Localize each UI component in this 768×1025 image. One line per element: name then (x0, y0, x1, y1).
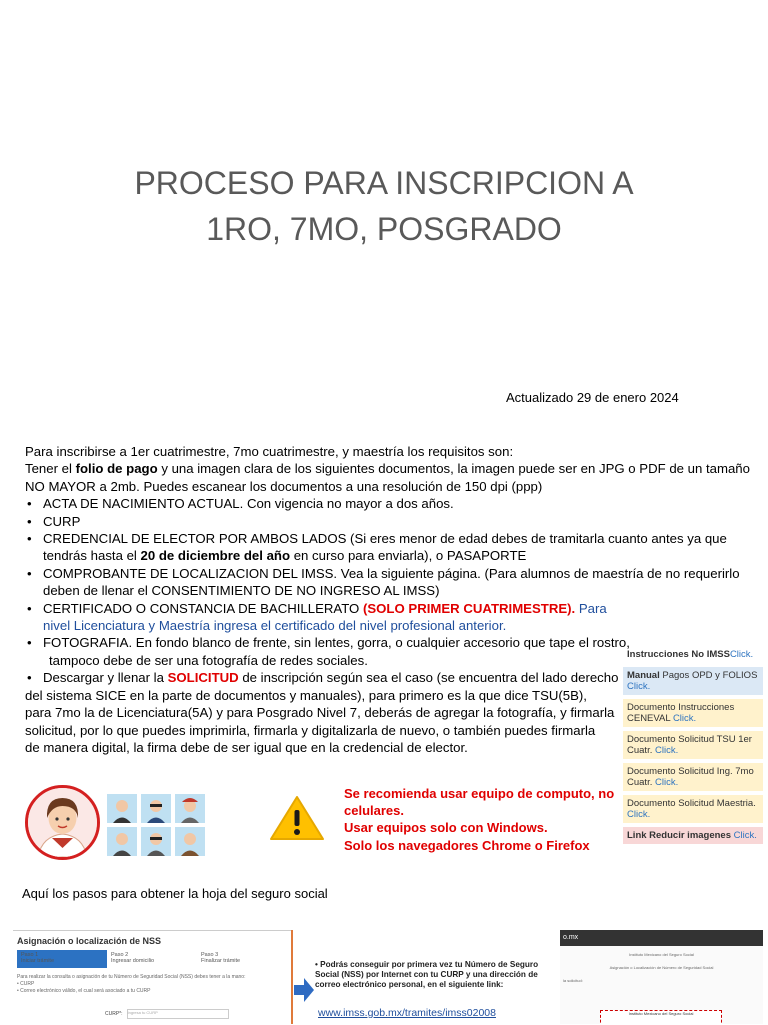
doc-link-ceneval[interactable]: Documento Instrucciones CENEVAL Click. (623, 699, 763, 727)
list-item: • Descargar y llenar la SOLICITUD de inscripción según sea el caso (se encuentra del lado derecho (27, 670, 619, 686)
doc-link-solicitud-maestria[interactable]: Documento Solicitud Maestria. Click. (623, 795, 763, 823)
doc-link-reducir-imagenes[interactable]: Link Reducir imagenes Click. (623, 827, 763, 844)
woman-avatar-icon (28, 788, 97, 857)
list-item: • CERTIFICADO O CONSTANCIA DE BACHILLERATO (SOLO PRIMER CUATRIMESTRE). Para nivel Licenciatura y Maestría ingresa el certificado del nivel profesional anterior. (27, 600, 607, 634)
doc-link-instrucciones-no-imss[interactable]: Instrucciones No IMSSClick. (627, 649, 754, 660)
requirements-intro: Para inscribirse a 1er cuatrimestre, 7mo cuatrimestre, y maestría los requisitos son: (25, 444, 514, 459)
solicitud-line-f: de manera digital, la firma debe de ser igual que en la credencial de elector. (25, 739, 468, 755)
list-item: • ACTA DE NACIMIENTO ACTUAL. Con vigencia no mayor a dos años. (27, 496, 454, 512)
list-item: • CREDENCIAL DE ELECTOR POR AMBOS LADOS (Si eres menor de edad debes de tramitarla cuanto antes ya que tendrás hasta el 20 de diciembre del año en curso para enviarla), o PASAPORTE (27, 531, 727, 564)
doc-link-manual-pagos[interactable]: Manual Pagos OPD y FOLIOS Click. (623, 667, 763, 695)
list-item: • FOTOGRAFIA. En fondo blanco de frente, sin lentes, gorra, o cualquier accesorio que tape el rostro, tampoco debe de ser una fotografía de redes sociales. (27, 635, 630, 668)
solicitud-line-c: del sistema SICE en la parte de documentos y manuales), para primero es la que dice TSU(5B), (25, 687, 587, 703)
title-line-2: 1RO, 7MO, POSGRADO (206, 211, 562, 247)
step-bar: Paso 1 Iniciar trámite Paso 2 Ingresar domicilio Paso 3 Finalizar trámite (17, 950, 287, 968)
doc-link-solicitud-ing[interactable]: Documento Solicitud Ing. 7mo Cuatr. Click. (623, 763, 763, 791)
imss-link[interactable]: www.imss.gob.mx/tramites/imss02008 (318, 1007, 496, 1019)
page-title (0, 160, 768, 252)
avatar-photo-example (25, 785, 100, 860)
curp-input: Ingresa tu CURP (127, 1009, 229, 1019)
solicitud-line-d: para 7mo la de Licenciatura(5A) y para Posgrado Nivel 7, deberás de agregar la fotografía, y firmarla (25, 705, 615, 721)
arrow-right-icon (293, 975, 315, 1005)
list-item: • COMPROBANTE DE LOCALIZACION DEL IMSS. Vea la siguiente página. (Para alumnos de maestría de no requerirlo deben de llenar el CONSENTIMIENTO DE NO INGRESO AL IMSS) (27, 565, 740, 599)
list-item: • CURP (27, 513, 81, 529)
warning-icon (268, 794, 326, 842)
requirements-format: Tener el folio de pago y una imagen clara de los siguientes documentos, la imagen puede ser en JPG o PDF de un tamaño NO MAYOR a 2mb. Puedes escanear los documentos a una resolución de 150 dpi (ppp) (25, 461, 750, 494)
documents-sidebar (623, 646, 763, 848)
title-line-1: PROCESO PARA INSCRIPCION A (134, 165, 634, 201)
photo-examples-icon (107, 794, 207, 856)
imss-result-screenshot: o.mx Instituto Mexicano del Seguro Social Asignación o Localización de Número de Seguridad Social la solicitud: Instituto Mexicano del Seguro Social (560, 930, 763, 1024)
warning-text: Se recomienda usar equipo de computo, no celulares. Usar equipos solo con Windows. Solo los navegadores Chrome o Firefox (344, 786, 615, 853)
nss-form-screenshot: Asignación o localización de NSS Paso 1 Iniciar trámite Paso 2 Ingresar domicilio Paso 3 Finalizar trámite Para realizar la consulta o asignación de tu Número de Seguridad Social (NSS) debes tener a la mano: • CURP • Correo electrónico válido, el cual será asociado a tu CURP CURP*: Ingresa tu CURP (13, 930, 291, 1025)
updated-date: Actualizado 29 de enero 2024 (506, 390, 679, 405)
steps-label: Aquí los pasos para obtener la hoja del seguro social (22, 886, 328, 901)
nss-instructions: • Podrás conseguir por primera vez tu Número de Seguro Social (NSS) por Internet con tu CURP y una dirección de correo electrónico personal, en el siguiente link: www.imss.gob.mx/tramites/imss02008 (315, 960, 539, 1019)
solicitud-line-e: solicitud, por lo que puedes imprimirla, firmarla y digitalizarla de nuevo, o también puedes firmarla (25, 722, 596, 738)
doc-link-solicitud-tsu[interactable]: Documento Solicitud TSU 1er Cuatr. Click. (623, 731, 763, 759)
